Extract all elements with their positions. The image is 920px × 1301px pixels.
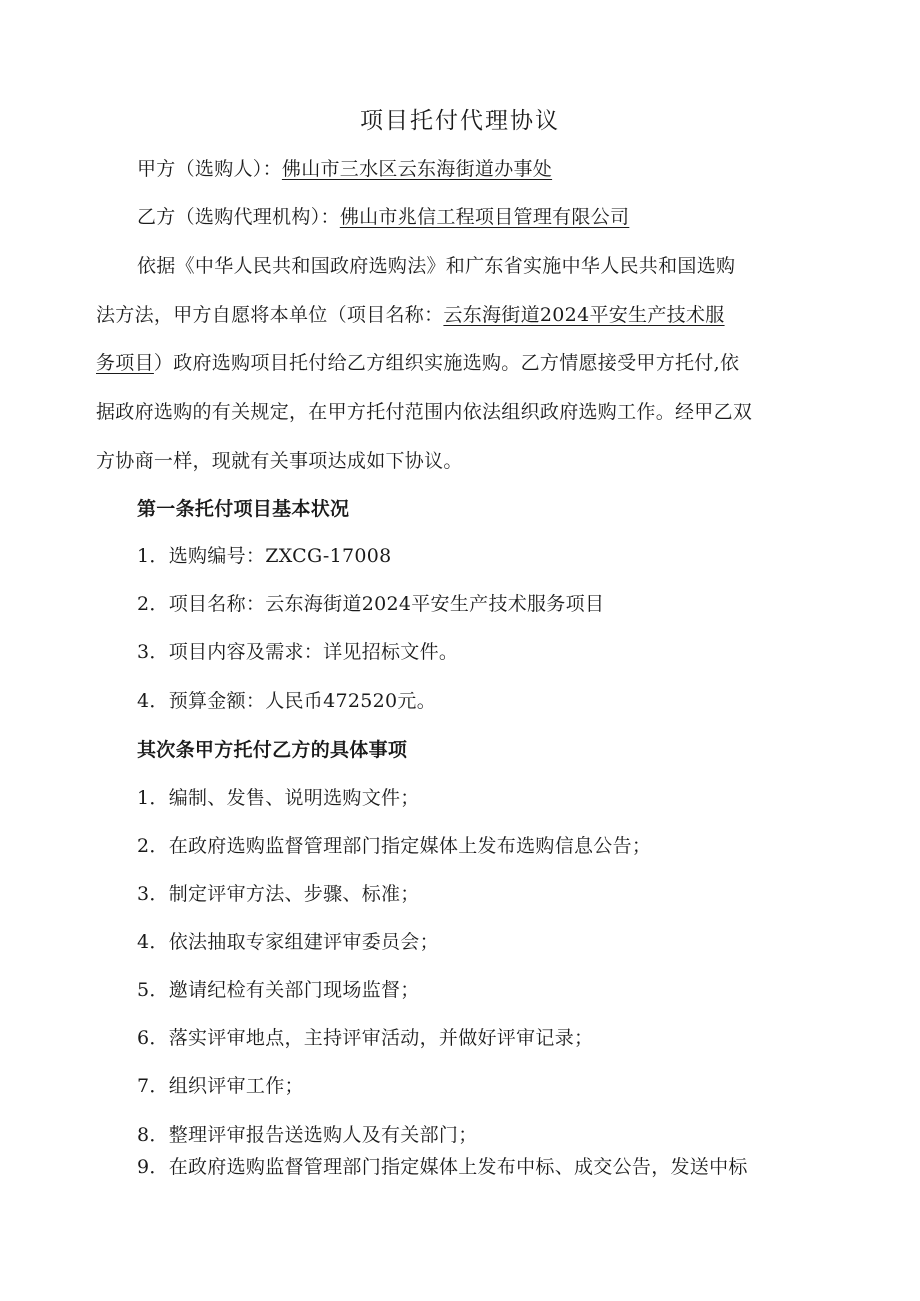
article-2-item: 3．制定评审方法、步骤、标准； (137, 883, 420, 905)
project-name-part-2: 务项目 (96, 352, 154, 374)
intro-line-3-text: ）政府选购项目托付给乙方组织实施选购。乙方情愿接受甲方托付,依 (153, 352, 740, 374)
project-name-part-1: 云东海街道2024平安生产技术服 (443, 304, 725, 326)
intro-line-2-text: 法方法，甲方自愿将本单位（项目名称： (96, 304, 444, 326)
article-1-heading: 第一条托付项目基本状况 (137, 498, 350, 520)
article-2-item: 1．编制、发售、说明选购文件； (137, 787, 420, 809)
party-a-line (137, 156, 552, 182)
intro-line-5: 方协商一样，现就有关事项达成如下协议。 (96, 450, 463, 472)
party-b-label: 乙方（选购代理机构）： (137, 206, 340, 228)
article-2-item: 6．落实评审地点，主持评审活动，并做好评审记录； (137, 1027, 594, 1049)
article-1-item: 1．选购编号：ZXCG-17008 (137, 545, 392, 567)
article-1-item: 4．预算金额：人民币472520元。 (137, 690, 437, 712)
party-b-line (137, 204, 629, 230)
article-1-item: 2．项目名称：云东海街道2024平安生产技术服务项目 (137, 593, 605, 615)
article-2-item: 5．邀请纪检有关部门现场监督； (137, 979, 420, 1001)
article-2-item: 8．整理评审报告送选购人及有关部门； (137, 1124, 478, 1146)
article-2-item: 7．组织评审工作； (137, 1075, 304, 1097)
intro-line-3 (96, 350, 739, 376)
party-a-label: 甲方（选购人）： (137, 158, 282, 180)
document-title: 项目托付代理协议 (360, 108, 560, 134)
article-1-item: 3．项目内容及需求：详见招标文件。 (137, 641, 459, 663)
article-2-heading: 其次条甲方托付乙方的具体事项 (137, 739, 408, 761)
intro-line-1: 依据《中华人民共和国政府选购法》和广东省实施中华人民共和国选购 (137, 255, 736, 277)
intro-line-2 (96, 302, 725, 328)
article-2-item: 4．依法抽取专家组建评审委员会； (137, 931, 439, 953)
party-a-value: 佛山市三水区云东海街道办事处 (281, 158, 553, 180)
party-b-value: 佛山市兆信工程项目管理有限公司 (339, 206, 630, 228)
article-2-item: 2．在政府选购监督管理部门指定媒体上发布选购信息公告； (137, 835, 652, 857)
intro-line-4: 据政府选购的有关规定，在甲方托付范围内依法组织政府选购工作。经甲乙双 (96, 401, 753, 423)
article-2-item: 9．在政府选购监督管理部门指定媒体上发布中标、成交公告，发送中标 (137, 1156, 748, 1178)
